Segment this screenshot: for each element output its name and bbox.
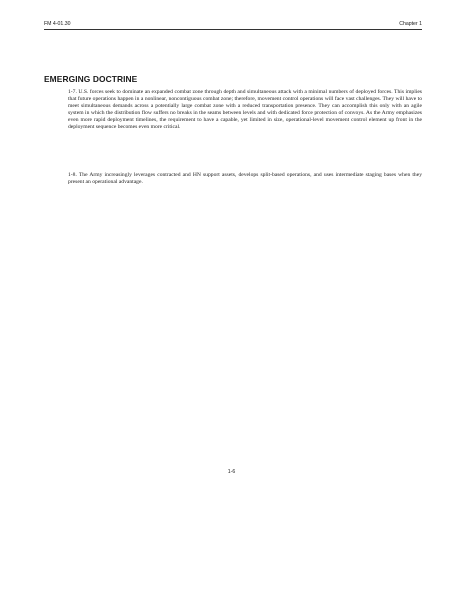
section-heading: EMERGING DOCTRINE (44, 74, 138, 84)
manual-number: FM 4-01.30 (44, 21, 71, 27)
page-number: 1-6 (227, 469, 236, 475)
running-header (44, 19, 422, 30)
chapter-label: Chapter 1 (399, 21, 422, 27)
paragraph-1-8: 1-8. The Army increasingly leverages contracted and HN support assets, develops split-based operations, and uses intermediate staging bases when they present an operational advantage. (68, 172, 422, 186)
paragraph-1-7: 1-7. U.S. forces seek to dominate an expanded combat zone through depth and simultaneous attack with a minimal numbers of deployed forces. This implies that future operations happen in a nonlinear, noncontiguous combat zone; therefore, movement control operations will face vast challenges. They will have to meet simultaneous demands across a potentially large combat zone with a reduced transportation presence. They can accomplish this only with an agile system in which the distribution flow suffers no breaks in the seams between levels and with dedicated force protection of convoys. As the Army emphasizes even more rapid deployment timelines, the requirement to have a capable, yet limited in size, operational-level movement control element up front in the deployment sequence becomes even more critical. (68, 89, 422, 131)
